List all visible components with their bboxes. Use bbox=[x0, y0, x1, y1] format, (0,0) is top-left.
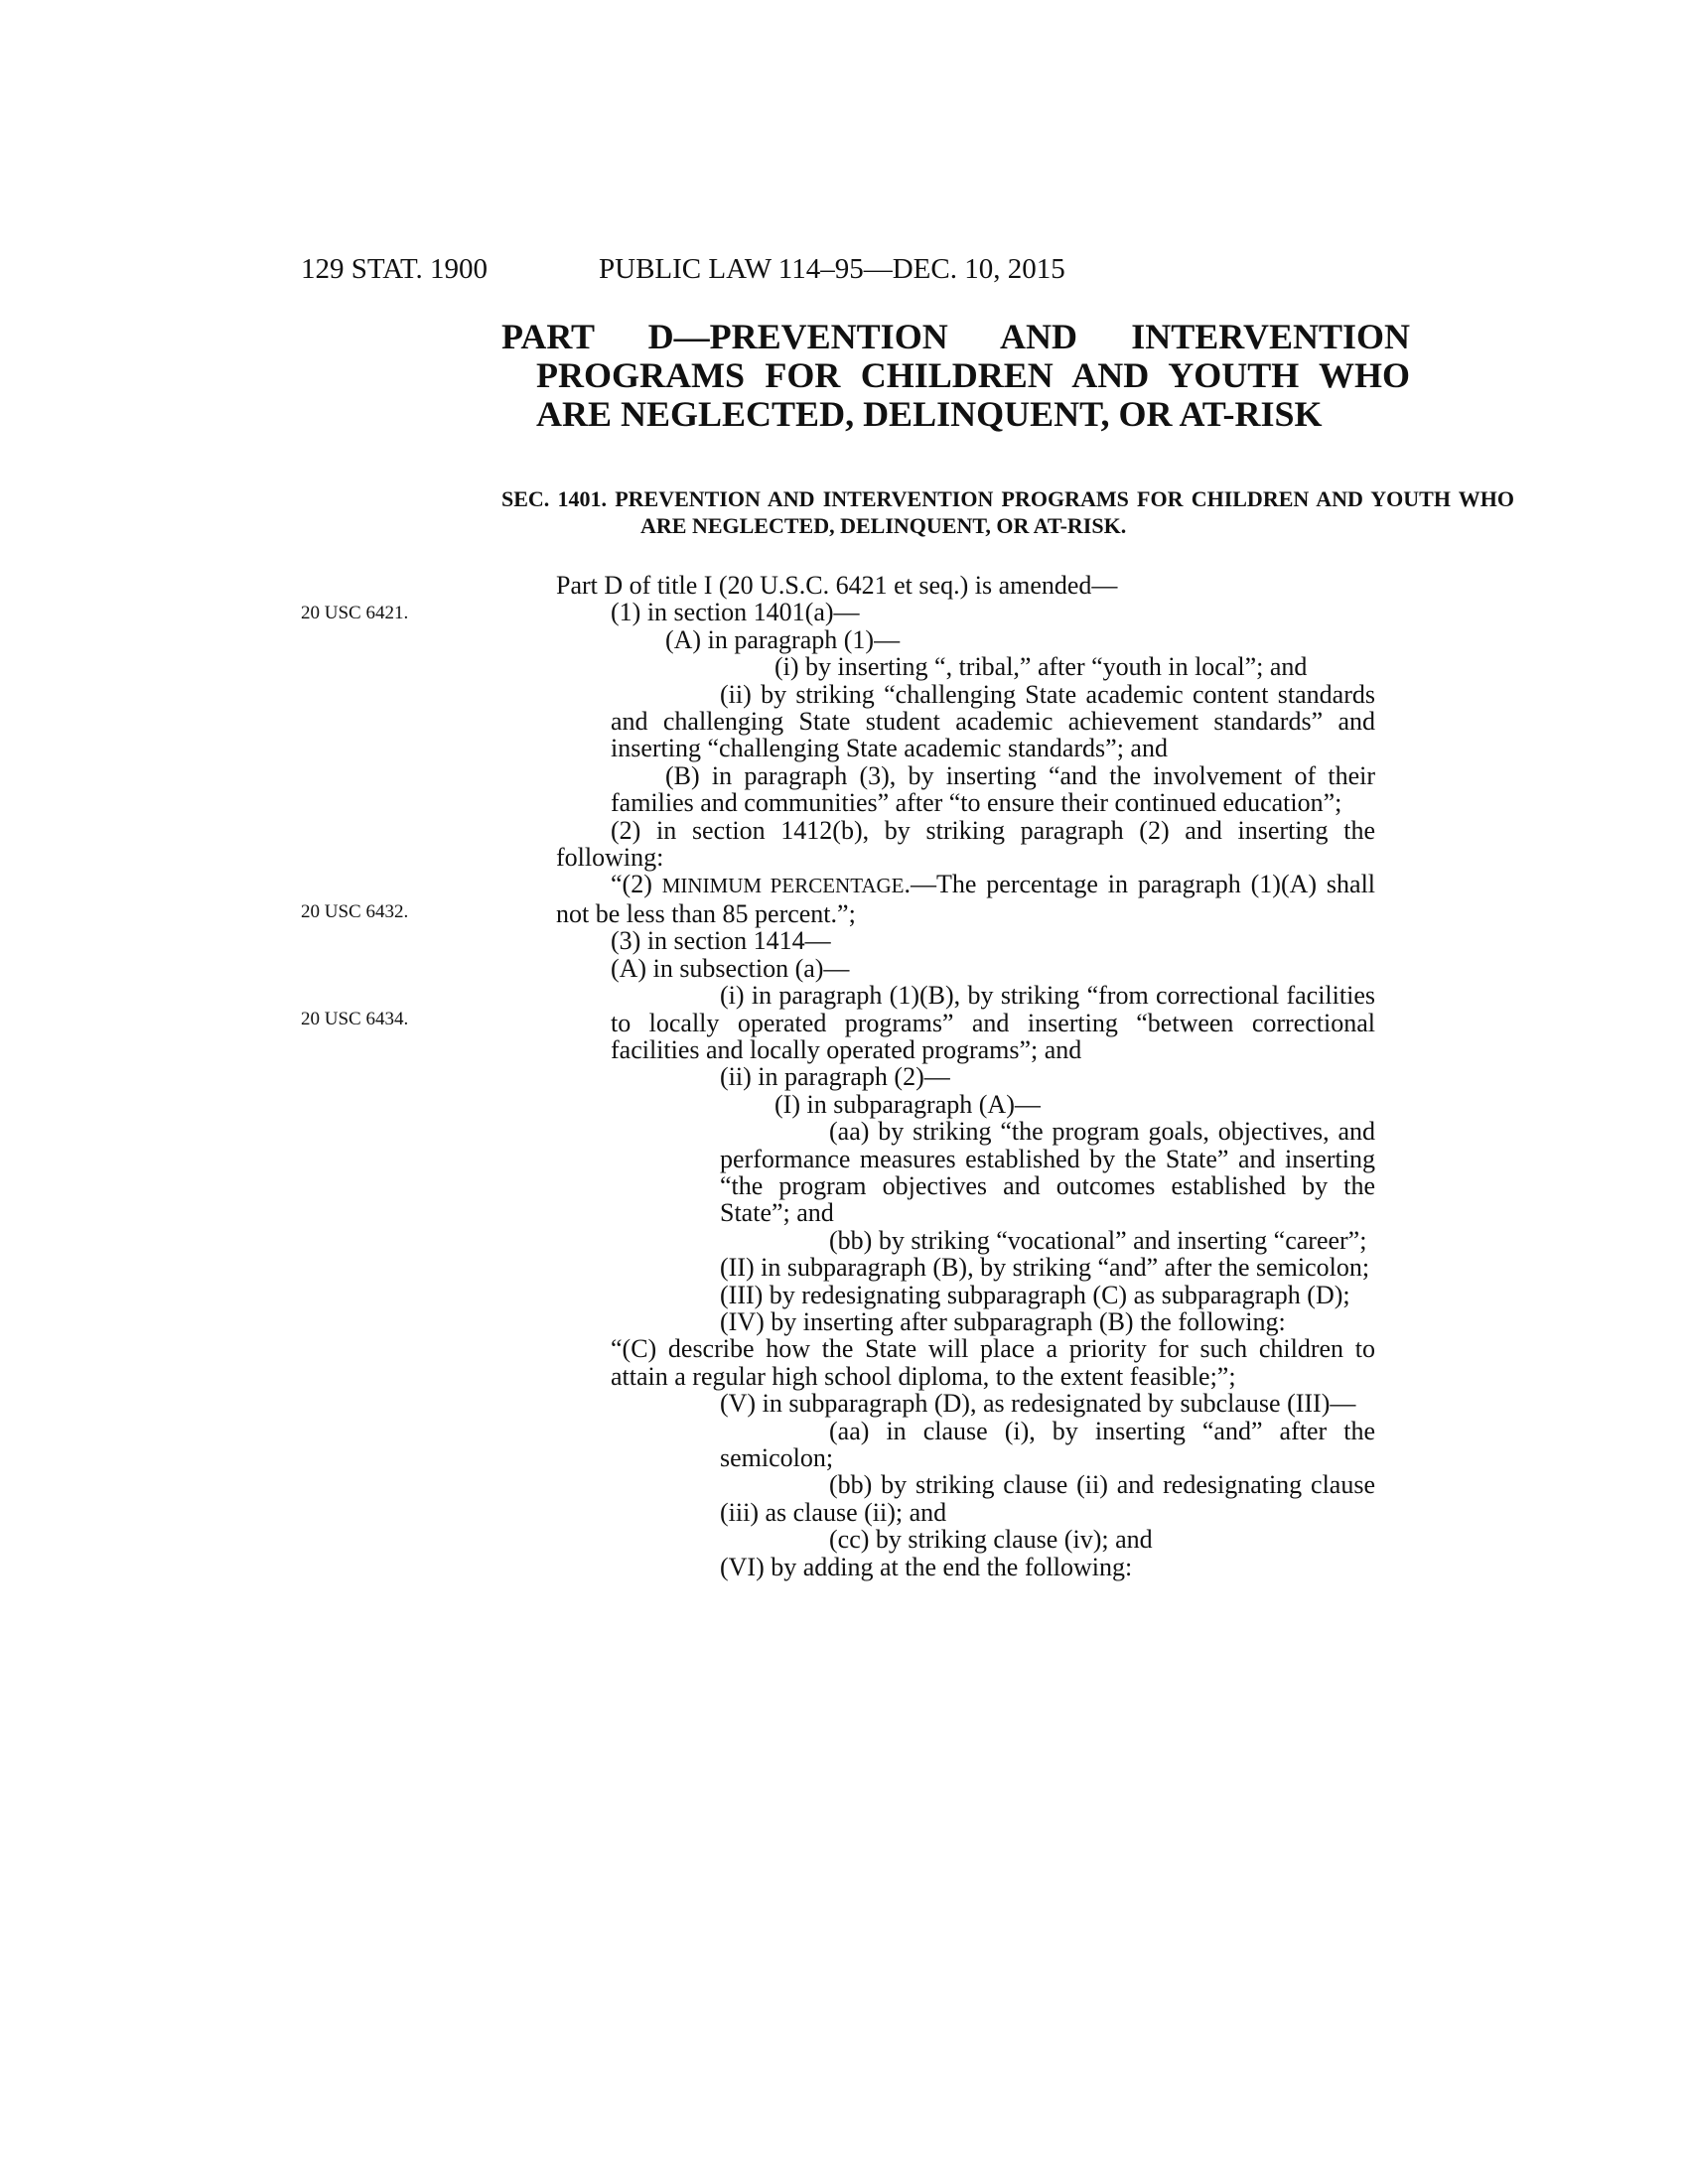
public-law-title: PUBLIC LAW 114–95—DEC. 10, 2015 bbox=[599, 253, 1065, 285]
section-heading: SEC. 1401. PREVENTION AND INTERVENTION PROGRAMS FOR CHILDREN AND YOUTH WHO ARE NEGLECTED, DELINQUENT, OR AT-RISK. bbox=[501, 486, 1514, 538]
body-paragraph: (A) in paragraph (1)— bbox=[665, 624, 901, 654]
body-paragraph: (ii) in paragraph (2)— bbox=[720, 1062, 950, 1092]
body-paragraph: (i) by inserting “, tribal,” after “youth in local”; and bbox=[774, 652, 1308, 682]
body-paragraph bbox=[556, 871, 1375, 927]
small-caps-heading: MINIMUM PERCENTAGE bbox=[661, 874, 905, 898]
margin-note-6421: 20 USC 6421. bbox=[301, 603, 409, 623]
amendment-body bbox=[556, 572, 1375, 1580]
body-paragraph: (bb) by striking clause (ii) and redesignating clause (iii) as clause (ii); and bbox=[720, 1470, 1375, 1527]
body-paragraph: (3) in section 1414— bbox=[611, 926, 831, 956]
body-paragraph: (III) by redesignating subparagraph (C) as subparagraph (D); bbox=[720, 1280, 1350, 1309]
stat-page-number: 129 STAT. 1900 bbox=[301, 253, 489, 285]
margin-note-6432: 20 USC 6432. bbox=[301, 901, 409, 922]
quote-open: “(2) bbox=[611, 870, 662, 899]
body-paragraph: (cc) by striking clause (iv); and bbox=[829, 1525, 1153, 1555]
body-paragraph: (II) in subparagraph (B), by striking “and” after the semicolon; bbox=[720, 1253, 1370, 1283]
body-paragraph: (1) in section 1401(a)— bbox=[611, 598, 860, 627]
body-paragraph: (V) in subparagraph (D), as redesignated by subclause (III)— bbox=[720, 1389, 1356, 1419]
body-paragraph: Part D of title I (20 U.S.C. 6421 et seq.) is amended— bbox=[556, 571, 1118, 600]
margin-note-6434: 20 USC 6434. bbox=[301, 1009, 409, 1029]
page-header bbox=[301, 249, 1393, 289]
body-paragraph: (B) in paragraph (3), by inserting “and the involvement of their families and communities” after “to ensure their continued education”; bbox=[611, 760, 1375, 818]
quote-body: .—The percentage in paragraph (1)(A) shall not be less than 85 percent.”; bbox=[556, 870, 1376, 928]
body-paragraph: (aa) by striking “the program goals, objectives, and performance measures established by the State” and inserting “the program objectives and outcomes established by the State”; and bbox=[720, 1117, 1375, 1228]
part-heading: PART D—PREVENTION AND INTERVENTION PROGRAMS FOR CHILDREN AND YOUTH WHO ARE NEGLECTED, DELINQUENT, OR AT-RISK bbox=[501, 317, 1410, 434]
body-paragraph: (IV) by inserting after subparagraph (B) the following: bbox=[720, 1306, 1286, 1336]
body-paragraph: (VI) by adding at the end the following: bbox=[720, 1552, 1133, 1581]
body-paragraph: (bb) by striking “vocational” and inserting “career”; bbox=[829, 1225, 1367, 1255]
body-paragraph: (I) in subparagraph (A)— bbox=[774, 1089, 1041, 1119]
body-paragraph: “(C) describe how the State will place a priority for such children to attain a regular high school diploma, to the extent feasible;”; bbox=[611, 1334, 1375, 1391]
body-paragraph: (2) in section 1412(b), by striking paragraph (2) and inserting the following: bbox=[556, 815, 1375, 873]
body-paragraph: (ii) by striking “challenging State academic content standards and challenging State student academic achievement standards” and inserting “challenging State academic standards”; and bbox=[611, 679, 1375, 763]
body-paragraph: (aa) in clause (i), by inserting “and” after the semicolon; bbox=[720, 1416, 1375, 1472]
body-paragraph: (i) in paragraph (1)(B), by striking “from correctional facilities to locally operated programs” and inserting “between correctional facilities and locally operated programs”; and bbox=[611, 981, 1375, 1064]
body-paragraph: (A) in subsection (a)— bbox=[611, 953, 850, 983]
